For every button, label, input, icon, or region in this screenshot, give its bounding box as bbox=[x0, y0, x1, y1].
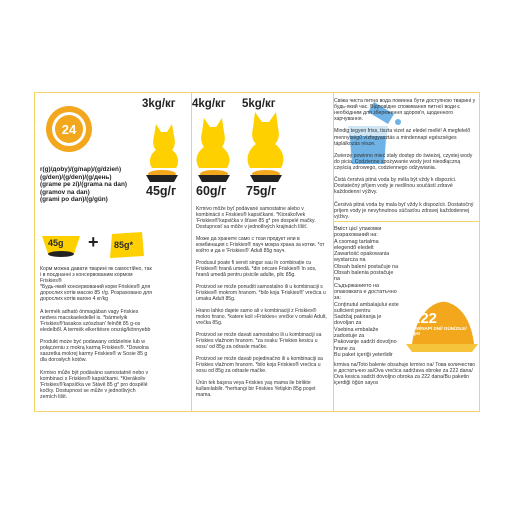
food-bowls bbox=[140, 170, 300, 184]
small-cat-icon bbox=[146, 118, 182, 170]
clock-number: 24 bbox=[61, 122, 77, 137]
water-text: Свіжа чиста питна вода повинна бути доступною тварині у будь-який час. Відповідне споживання питної води є необхідним для збереження здоров'я, щоденного харчування. Mindig tegyen friss, tiszta vizet az eledel mellé! A megfelelő mennyiségű vízfogyasztás a mindennapi egészséges táplálkozás része. Zwierzę powinno mieć stały dostęp do świeżej, czystej wody do picia. Codzienne spożywanie wody jest nieodłączną częścią zdrowego, codziennego odżywiania. Čistá čerstvá pitná voda by měla být vždy k dispozici. Dostatečný příjem vody je nedílnou součástí zdravé každodenní výživy. Čerstvá pitná voda by mala byť vždy k dispozícii. Dostatočný príjem vody je nevyhnutnou súčasťou zdravej každodennej výživy. bbox=[334, 98, 476, 220]
daily-amount-label: r(g)/доby)/(g/nap)/(g/dzień) (g/den)/(g/den)/(g/день) (grame pe zi)/(grama na dan) (gramov na dan) (grami po dan)/(g/gün) bbox=[40, 166, 128, 204]
amount-75g: 75g/г bbox=[246, 184, 277, 198]
pack-days-units: DNI/NAP/ DNÍ/ GÜN/ZILE/ДНІ bbox=[412, 326, 467, 336]
combo-pouch-amount: 85g* bbox=[114, 240, 134, 250]
amount-45g: 45g/г bbox=[146, 184, 177, 198]
left-feeding-text: Корм можна давати тварині як самостійно, так і в поєднанні з консервованим кормом Friskies® *Будь-який консервований корм Friskies® для дорослих котів масою 85 г/g. Розраховано для дорослих котів вагою 4 кг/kg A termék adható önmagában vagy Friskies nedves macskaeledellel is. *bármelyik 'Friskies®'tasakos szószban' felnőtt 85 g-os eledelből. A termék elkerítésre ország/könnyebb Produkt może być podawany oddzielnie lub w połączeniu z mokrą karmą Friskies®. *Dowolna saszetka mokrej karmy Friskies® w Sosie 85 g dla dorosłych kotów. Krmivo může být podáváno samostatně nebo v kombinaci s Friskies® kapsičkami. *Kterákoliv 'Friskies®'kapsička ve Stávě 85 g* pro dospělé kočky. Dostupnost se může v jednotlivých zemích lišit. bbox=[40, 266, 152, 400]
24-hour-clock-icon bbox=[44, 104, 94, 154]
plus-icon: + bbox=[88, 232, 99, 252]
combo-feeding-graphic bbox=[40, 232, 152, 260]
middle-feeding-text: Krmivo môže byť podávané samostatne alebo v kombinácii s Friskies® kapsičkami. *Ktorákoľvek 'Friskies®'kapsička v šťave 85 g* pre dospelé mačky. Dostupnosť sa môže v jednotlivých krajinách líšiť. Може да храните само с този продукт или в комбинация с Friskies® пауч мокра храна за котки. *от който и да е 'Friskies®' Adult 85g пауч. Produsul poate fi servit singur sau în combinație cu Friskies® hrană umedă. *din oricare Friskies® în sos, hrană umedă pentru pisicile adulte, plic 85g. Proizvod se može ponuditi samostalno ili u kombinaciji s Friskies® mokrom hranom. *bilo koja 'Friskies®' vrećica u umaku Adult 85g. Hrano lahko dajete samo ali v kombinaciji z Friskies® mokro hrano. *katere koli »Friskies« vrečke v omaki Adult, vrečka 85g. Proizvod se može davati samostalno ili u kombinaciji sa Friskies vlažnom hranom. *za svaku 'Friskies kesicu u sosu' od 85g za odrasle mačke. Proizvod se može davati pojedinačno ili u kombinaciji sa Friskies vlažnom hranom. *bilo koja Friskies® vrećica u sosu od 85g za odrasle mačke. Ürün tek başına veya Friskies yaş mama ile birlikte kullanılabilir. *herhangi bir Friskies Yetişkin 85g poşet mama. bbox=[196, 206, 327, 398]
pack-days-text: krmiva na/Toto balenie obsahuje krmivo na/ Това количество е достатъчно за/Ova vrećica sadržava obroke za 222 dana/ Ova kesica sadrži dovoljno obroka za 222 dana/Bu paketin içerdiği öğün sayısı bbox=[334, 362, 476, 387]
pack-content-text: Вміст цієї упаковки розрахований на: A csomag tartalma elegendő eledelt Zawartość opakowania wystarcza na Obsah balení postačuje na Obsah balenia postačuje na Съдържанието на опаковката е достатъчно за: Conținutul ambalajului este suficient pentru Sadržaj pakiranja je dovoljan za Vsebina embalaže zadostuje za Pakovanje sadrži dovoljno hrane za Bu paket içeriği yeterlidir bbox=[334, 226, 399, 358]
section-divider bbox=[333, 221, 479, 222]
amount-60g: 60g/г bbox=[196, 184, 227, 198]
weight-5kg: 5kg/кг bbox=[242, 98, 276, 110]
combo-dry-amount: 45g bbox=[48, 238, 64, 248]
weight-3kg: 3kg/кг bbox=[142, 98, 176, 110]
medium-cat-icon bbox=[192, 112, 234, 170]
pack-days-number: 222 bbox=[412, 310, 438, 327]
large-cat-icon bbox=[242, 106, 288, 170]
weight-4kg: 4kg/кг bbox=[192, 98, 226, 110]
